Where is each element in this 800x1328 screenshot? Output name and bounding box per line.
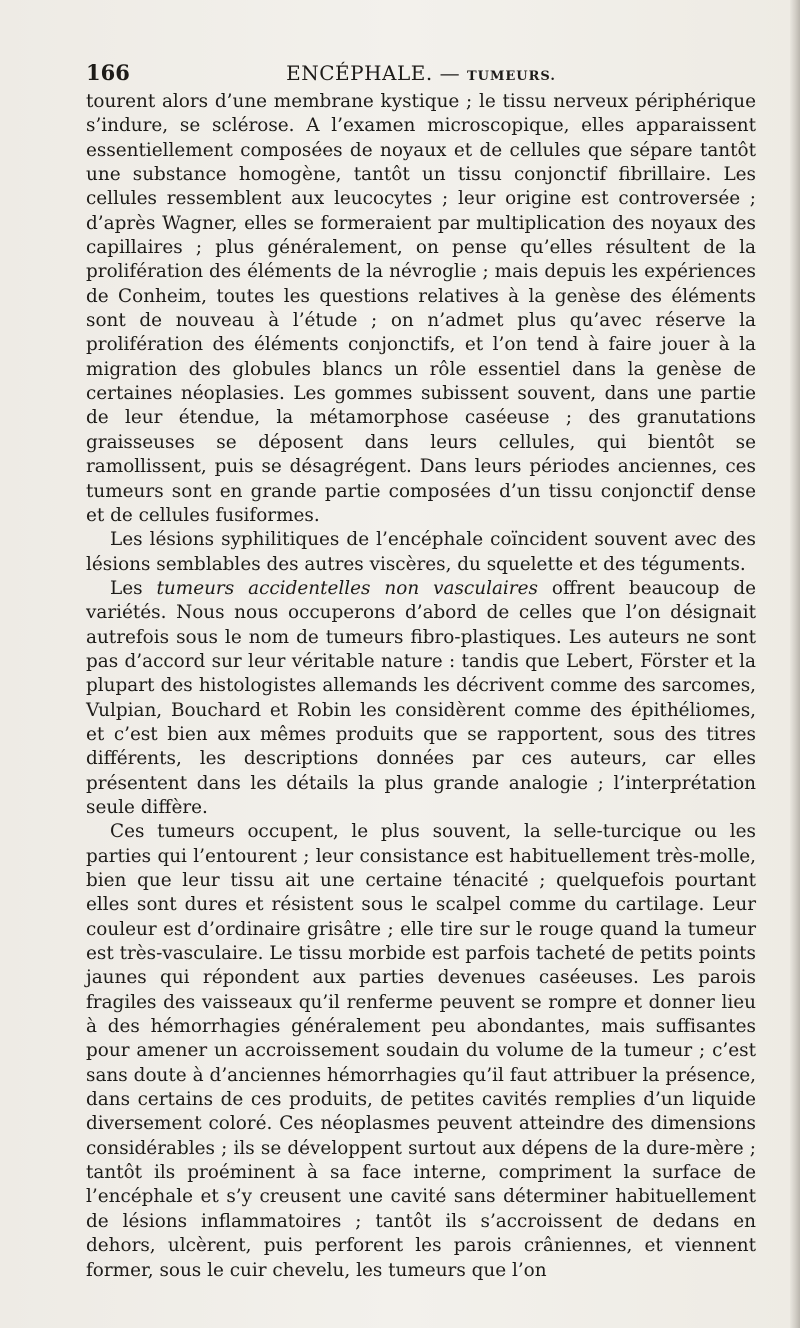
running-head-dash: — [439,61,461,85]
running-section: TUMEURS. [466,69,556,84]
running-head [86,58,756,92]
page-number: 166 [86,60,130,85]
running-title: ENCÉPHALE. [286,61,433,85]
page-gutter-shadow [790,0,800,1328]
page-header [86,58,756,88]
paragraph-3-rest: offrent beaucoup de variétés. Nous nous occuperons d’abord de celles que l’on désignait autrefois sous le nom de tumeurs fibro-plastiques. Les auteurs ne sont pas d’accord sur leur véritable nature : tandis que Lebert, Förster et la plupart des histologistes allemands les décrivent comme des sarcomes, Vulpian, Bouchard et Robin les considèrent comme des épithéliomes, et c’est bien aux mêmes produits que se rapportent, sous des titres différents, les descriptions données par ces auteurs, car elles présentent dans les détails la plus grande analogie ; l’interprétation seule diffère. [86,577,756,818]
paragraph-3-lead: Les [110,577,157,599]
paragraph-3 [86,577,756,820]
paragraph-3-emphasis: tumeurs accidentelles non vasculaires [156,577,538,599]
paragraph-4: Ces tumeurs occupent, le plus souvent, la selle-turcique ou les parties qui l’entourent ; leur consistance est habituellement très-molle, bien que leur tissu ait une certaine ténacité ; quelquefois pourtant elles sont dures et résistent sous le scalpel comme du cartilage. Leur couleur est d’ordinaire grisâtre ; elle tire sur le rouge quand la tumeur est très-vasculaire. Le tissu morbide est parfois tacheté de petits points jaunes qui répondent aux parties devenues caséeuses. Les parois fragiles des vaisseaux qu’il renferme peuvent se rompre et donner lieu à des hémorrhagies généralement peu abondantes, mais suffisantes pour amener un accroissement soudain du volume de la tumeur ; c’est sans doute à d’anciennes hémorrhagies qu’il faut attribuer la présence, dans certains de ces produits, de petites cavités remplies d’un liquide diversement coloré. Ces néoplasmes peuvent atteindre des dimensions considérables ; ils se développent surtout aux dépens de la dure-mère ; tantôt ils proéminent à sa face interne, compriment la surface de l’encéphale et s’y creusent une cavité sans déterminer habituellement de lésions inflammatoires ; tantôt ils s’accroissent de dedans en dehors, ulcèrent, puis perforent les parois crâniennes, et viennent former, sous le cuir chevelu, les tumeurs que l’on [86,821,756,1281]
paragraph-2: Les lésions syphilitiques de l’encéphale coïncident souvent avec des lésions semblables des autres viscères, du squelette et des téguments. [86,529,756,575]
body-text [86,90,756,1283]
paragraph-1: tourent alors d’une membrane kystique ; le tissu nerveux périphérique s’indure, se sclérose. A l’examen microscopique, elles apparaissent essentiellement composées de noyaux et de cellules que sépare tantôt une substance homogène, tantôt un tissu conjonctif fibrillaire. Les cellules ressemblent aux leucocytes ; leur origine est controversée ; d’après Wagner, elles se formeraient par multiplication des noyaux des capillaires ; plus généralement, on pense qu’elles résultent de la prolifération des éléments de la névroglie ; mais depuis les expériences de Conheim, toutes les questions relatives à la genèse des éléments sont de nouveau à l’étude ; on n’admet plus qu’avec réserve la prolifération des éléments conjonctifs, et l’on tend à faire jouer à la migration des globules blancs un rôle essentiel dans la genèse de certaines néoplasies. Les gommes subissent souvent, dans une partie de leur étendue, la métamorphose caséeuse ; des granutations graisseuses se déposent dans leurs cellules, qui bientôt se ramollissent, puis se désagrégent. Dans leurs périodes anciennes, ces tumeurs sont en grande partie composées d’un tissu conjonctif dense et de cellules fusiformes. [86,91,756,526]
